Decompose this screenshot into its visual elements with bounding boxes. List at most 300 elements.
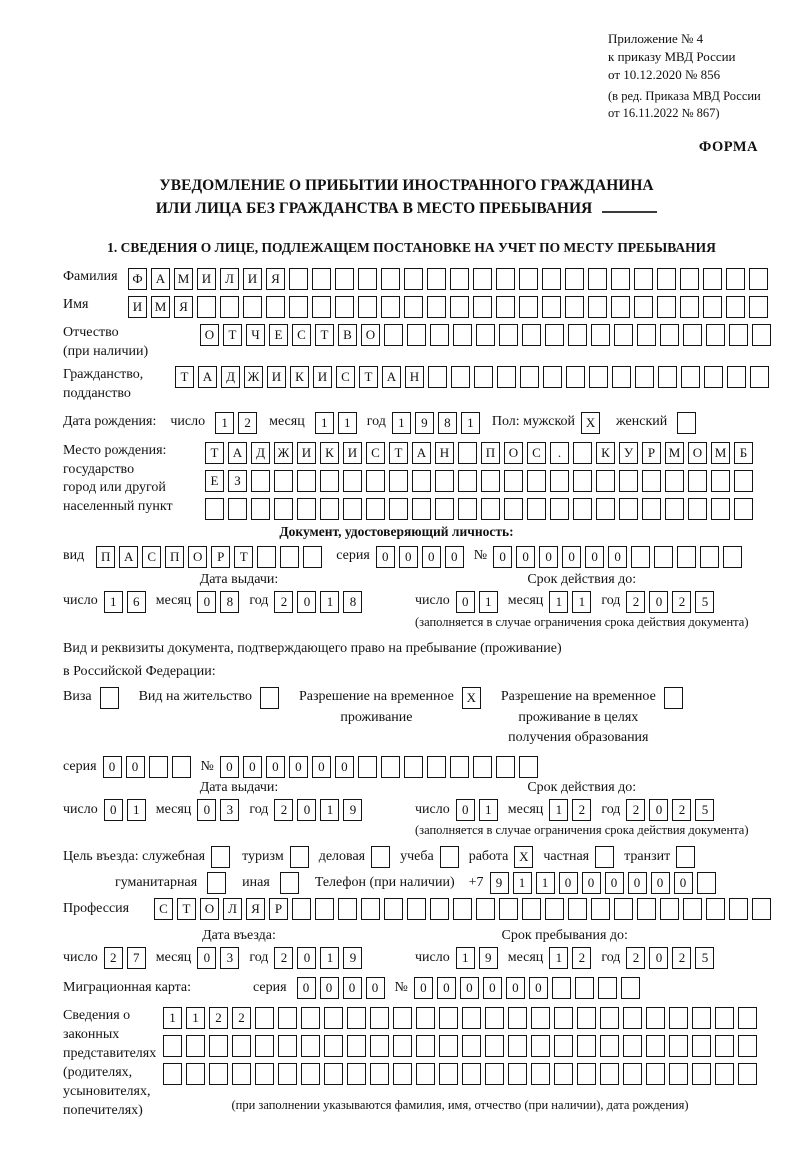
- char-cell[interactable]: [588, 296, 607, 318]
- char-cell[interactable]: [738, 1035, 757, 1057]
- char-cell[interactable]: 2: [274, 799, 293, 821]
- char-cell[interactable]: 1: [392, 412, 411, 434]
- char-cell[interactable]: Ф: [128, 268, 147, 290]
- char-cell[interactable]: [531, 1063, 550, 1085]
- char-cell[interactable]: В: [338, 324, 357, 346]
- char-cell[interactable]: [289, 296, 308, 318]
- char-cell[interactable]: 1: [549, 947, 568, 969]
- char-cell[interactable]: [347, 1063, 366, 1085]
- char-cell[interactable]: Ж: [274, 442, 293, 464]
- char-cell[interactable]: 1: [320, 799, 339, 821]
- char-cell[interactable]: [577, 1035, 596, 1057]
- char-cell[interactable]: [611, 296, 630, 318]
- char-cell[interactable]: [543, 366, 562, 388]
- char-cell[interactable]: Д: [221, 366, 240, 388]
- char-cell[interactable]: 0: [422, 546, 441, 568]
- char-cell[interactable]: [485, 1007, 504, 1029]
- char-cell[interactable]: И: [128, 296, 147, 318]
- char-cell[interactable]: X: [462, 687, 481, 709]
- char-cell[interactable]: [681, 366, 700, 388]
- char-cell[interactable]: [596, 470, 615, 492]
- char-cell[interactable]: [393, 1007, 412, 1029]
- char-cell[interactable]: Я: [266, 268, 285, 290]
- char-cell[interactable]: [568, 898, 587, 920]
- char-cell[interactable]: [738, 1063, 757, 1085]
- char-cell[interactable]: 6: [127, 591, 146, 613]
- char-cell[interactable]: [658, 366, 677, 388]
- char-cell[interactable]: [255, 1063, 274, 1085]
- char-cell[interactable]: [508, 1063, 527, 1085]
- char-cell[interactable]: [565, 296, 584, 318]
- char-cell[interactable]: [228, 498, 247, 520]
- char-cell[interactable]: 1: [572, 591, 591, 613]
- char-cell[interactable]: [384, 324, 403, 346]
- char-cell[interactable]: 1: [549, 799, 568, 821]
- char-cell[interactable]: [481, 498, 500, 520]
- char-cell[interactable]: 2: [232, 1007, 251, 1029]
- char-cell[interactable]: 0: [649, 591, 668, 613]
- char-cell[interactable]: [347, 1007, 366, 1029]
- char-cell[interactable]: [186, 1035, 205, 1057]
- char-cell[interactable]: 0: [312, 756, 331, 778]
- char-cell[interactable]: [485, 1035, 504, 1057]
- char-cell[interactable]: [389, 470, 408, 492]
- char-cell[interactable]: О: [504, 442, 523, 464]
- char-cell[interactable]: [404, 756, 423, 778]
- char-cell[interactable]: [255, 1035, 274, 1057]
- char-cell[interactable]: Т: [177, 898, 196, 920]
- char-cell[interactable]: [677, 546, 696, 568]
- char-cell[interactable]: [520, 366, 539, 388]
- char-cell[interactable]: [381, 268, 400, 290]
- char-cell[interactable]: [531, 1007, 550, 1029]
- char-cell[interactable]: 9: [490, 872, 509, 894]
- char-cell[interactable]: [660, 898, 679, 920]
- char-cell[interactable]: 0: [399, 546, 418, 568]
- char-cell[interactable]: 0: [460, 977, 479, 999]
- char-cell[interactable]: [163, 1063, 182, 1085]
- char-cell[interactable]: [458, 498, 477, 520]
- char-cell[interactable]: [440, 846, 459, 868]
- char-cell[interactable]: [573, 498, 592, 520]
- char-cell[interactable]: [715, 1035, 734, 1057]
- char-cell[interactable]: 0: [343, 977, 362, 999]
- char-cell[interactable]: 0: [456, 799, 475, 821]
- char-cell[interactable]: [274, 470, 293, 492]
- char-cell[interactable]: [255, 1007, 274, 1029]
- char-cell[interactable]: [623, 1007, 642, 1029]
- char-cell[interactable]: С: [366, 442, 385, 464]
- char-cell[interactable]: [600, 1007, 619, 1029]
- char-cell[interactable]: [519, 756, 538, 778]
- char-cell[interactable]: 0: [582, 872, 601, 894]
- char-cell[interactable]: [370, 1035, 389, 1057]
- char-cell[interactable]: [100, 687, 119, 709]
- char-cell[interactable]: 0: [456, 591, 475, 613]
- char-cell[interactable]: 9: [479, 947, 498, 969]
- char-cell[interactable]: [591, 898, 610, 920]
- char-cell[interactable]: [496, 756, 515, 778]
- char-cell[interactable]: [427, 756, 446, 778]
- char-cell[interactable]: Т: [315, 324, 334, 346]
- char-cell[interactable]: [573, 442, 592, 464]
- char-cell[interactable]: 3: [220, 947, 239, 969]
- char-cell[interactable]: 1: [536, 872, 555, 894]
- char-cell[interactable]: [370, 1007, 389, 1029]
- char-cell[interactable]: Р: [642, 442, 661, 464]
- char-cell[interactable]: [312, 296, 331, 318]
- char-cell[interactable]: [692, 1007, 711, 1029]
- char-cell[interactable]: [416, 1035, 435, 1057]
- char-cell[interactable]: Ж: [244, 366, 263, 388]
- char-cell[interactable]: [497, 366, 516, 388]
- char-cell[interactable]: [370, 1063, 389, 1085]
- char-cell[interactable]: [634, 296, 653, 318]
- char-cell[interactable]: [280, 872, 299, 894]
- char-cell[interactable]: [404, 296, 423, 318]
- char-cell[interactable]: [428, 366, 447, 388]
- char-cell[interactable]: [637, 898, 656, 920]
- char-cell[interactable]: И: [243, 268, 262, 290]
- char-cell[interactable]: [496, 296, 515, 318]
- char-cell[interactable]: О: [361, 324, 380, 346]
- char-cell[interactable]: [734, 498, 753, 520]
- char-cell[interactable]: 0: [126, 756, 145, 778]
- char-cell[interactable]: [706, 898, 725, 920]
- char-cell[interactable]: [430, 898, 449, 920]
- char-cell[interactable]: 0: [320, 977, 339, 999]
- char-cell[interactable]: Ч: [246, 324, 265, 346]
- char-cell[interactable]: 0: [674, 872, 693, 894]
- char-cell[interactable]: 1: [163, 1007, 182, 1029]
- char-cell[interactable]: [550, 470, 569, 492]
- char-cell[interactable]: Б: [734, 442, 753, 464]
- char-cell[interactable]: С: [336, 366, 355, 388]
- char-cell[interactable]: [450, 296, 469, 318]
- char-cell[interactable]: К: [320, 442, 339, 464]
- char-cell[interactable]: [577, 1063, 596, 1085]
- char-cell[interactable]: [727, 366, 746, 388]
- char-cell[interactable]: [726, 268, 745, 290]
- char-cell[interactable]: 9: [343, 799, 362, 821]
- char-cell[interactable]: [738, 1007, 757, 1029]
- char-cell[interactable]: [642, 470, 661, 492]
- char-cell[interactable]: [637, 324, 656, 346]
- char-cell[interactable]: М: [711, 442, 730, 464]
- char-cell[interactable]: [481, 470, 500, 492]
- char-cell[interactable]: [435, 470, 454, 492]
- char-cell[interactable]: [611, 268, 630, 290]
- char-cell[interactable]: 9: [343, 947, 362, 969]
- char-cell[interactable]: [642, 498, 661, 520]
- char-cell[interactable]: [278, 1063, 297, 1085]
- char-cell[interactable]: [665, 498, 684, 520]
- char-cell[interactable]: Т: [359, 366, 378, 388]
- char-cell[interactable]: П: [481, 442, 500, 464]
- char-cell[interactable]: 0: [376, 546, 395, 568]
- char-cell[interactable]: [393, 1035, 412, 1057]
- char-cell[interactable]: 0: [197, 947, 216, 969]
- char-cell[interactable]: [251, 498, 270, 520]
- char-cell[interactable]: [453, 324, 472, 346]
- char-cell[interactable]: 2: [274, 947, 293, 969]
- char-cell[interactable]: Я: [246, 898, 265, 920]
- char-cell[interactable]: [614, 898, 633, 920]
- char-cell[interactable]: К: [596, 442, 615, 464]
- char-cell[interactable]: [554, 1007, 573, 1029]
- char-cell[interactable]: [451, 366, 470, 388]
- char-cell[interactable]: 0: [628, 872, 647, 894]
- char-cell[interactable]: [729, 324, 748, 346]
- char-cell[interactable]: 0: [608, 546, 627, 568]
- char-cell[interactable]: 0: [297, 947, 316, 969]
- char-cell[interactable]: 0: [585, 546, 604, 568]
- char-cell[interactable]: [251, 470, 270, 492]
- char-cell[interactable]: [623, 1035, 642, 1057]
- char-cell[interactable]: [450, 268, 469, 290]
- char-cell[interactable]: [542, 296, 561, 318]
- char-cell[interactable]: [412, 470, 431, 492]
- char-cell[interactable]: [297, 498, 316, 520]
- char-cell[interactable]: [416, 1007, 435, 1029]
- char-cell[interactable]: [504, 498, 523, 520]
- char-cell[interactable]: Т: [223, 324, 242, 346]
- char-cell[interactable]: 8: [343, 591, 362, 613]
- char-cell[interactable]: [371, 846, 390, 868]
- char-cell[interactable]: 0: [104, 799, 123, 821]
- char-cell[interactable]: [527, 470, 546, 492]
- char-cell[interactable]: [278, 1007, 297, 1029]
- char-cell[interactable]: [335, 296, 354, 318]
- char-cell[interactable]: [315, 898, 334, 920]
- char-cell[interactable]: [697, 872, 716, 894]
- char-cell[interactable]: [462, 1035, 481, 1057]
- char-cell[interactable]: [407, 898, 426, 920]
- char-cell[interactable]: [621, 977, 640, 999]
- char-cell[interactable]: 1: [479, 799, 498, 821]
- char-cell[interactable]: [646, 1035, 665, 1057]
- char-cell[interactable]: [703, 268, 722, 290]
- char-cell[interactable]: [301, 1063, 320, 1085]
- char-cell[interactable]: [711, 498, 730, 520]
- char-cell[interactable]: 0: [197, 799, 216, 821]
- char-cell[interactable]: [631, 546, 650, 568]
- char-cell[interactable]: [595, 846, 614, 868]
- char-cell[interactable]: 2: [274, 591, 293, 613]
- char-cell[interactable]: 2: [572, 799, 591, 821]
- char-cell[interactable]: [358, 756, 377, 778]
- char-cell[interactable]: [542, 268, 561, 290]
- char-cell[interactable]: [358, 268, 377, 290]
- char-cell[interactable]: [646, 1063, 665, 1085]
- char-cell[interactable]: [163, 1035, 182, 1057]
- char-cell[interactable]: А: [228, 442, 247, 464]
- char-cell[interactable]: Е: [269, 324, 288, 346]
- char-cell[interactable]: О: [200, 898, 219, 920]
- char-cell[interactable]: [297, 470, 316, 492]
- char-cell[interactable]: [527, 498, 546, 520]
- char-cell[interactable]: [680, 268, 699, 290]
- char-cell[interactable]: [589, 366, 608, 388]
- char-cell[interactable]: 1: [320, 591, 339, 613]
- char-cell[interactable]: [734, 470, 753, 492]
- char-cell[interactable]: И: [197, 268, 216, 290]
- char-cell[interactable]: [552, 977, 571, 999]
- char-cell[interactable]: 0: [366, 977, 385, 999]
- char-cell[interactable]: [591, 324, 610, 346]
- char-cell[interactable]: 8: [220, 591, 239, 613]
- char-cell[interactable]: [232, 1063, 251, 1085]
- char-cell[interactable]: 0: [506, 977, 525, 999]
- char-cell[interactable]: [550, 498, 569, 520]
- char-cell[interactable]: 0: [266, 756, 285, 778]
- char-cell[interactable]: Т: [234, 546, 253, 568]
- char-cell[interactable]: [711, 470, 730, 492]
- char-cell[interactable]: [450, 756, 469, 778]
- char-cell[interactable]: 8: [438, 412, 457, 434]
- char-cell[interactable]: [474, 366, 493, 388]
- char-cell[interactable]: 1: [320, 947, 339, 969]
- char-cell[interactable]: [485, 1063, 504, 1085]
- char-cell[interactable]: 0: [297, 799, 316, 821]
- char-cell[interactable]: [266, 296, 285, 318]
- char-cell[interactable]: [508, 1035, 527, 1057]
- char-cell[interactable]: [289, 268, 308, 290]
- char-cell[interactable]: Д: [251, 442, 270, 464]
- char-cell[interactable]: 1: [461, 412, 480, 434]
- char-cell[interactable]: [664, 687, 683, 709]
- char-cell[interactable]: [149, 756, 168, 778]
- char-cell[interactable]: [723, 546, 742, 568]
- char-cell[interactable]: [575, 977, 594, 999]
- char-cell[interactable]: [614, 324, 633, 346]
- char-cell[interactable]: 1: [513, 872, 532, 894]
- char-cell[interactable]: X: [514, 846, 533, 868]
- char-cell[interactable]: [435, 498, 454, 520]
- char-cell[interactable]: О: [188, 546, 207, 568]
- char-cell[interactable]: [554, 1063, 573, 1085]
- char-cell[interactable]: [290, 846, 309, 868]
- char-cell[interactable]: 0: [414, 977, 433, 999]
- char-cell[interactable]: И: [313, 366, 332, 388]
- char-cell[interactable]: 0: [559, 872, 578, 894]
- char-cell[interactable]: [677, 412, 696, 434]
- char-cell[interactable]: [453, 898, 472, 920]
- char-cell[interactable]: [688, 470, 707, 492]
- char-cell[interactable]: [243, 296, 262, 318]
- char-cell[interactable]: 0: [197, 591, 216, 613]
- char-cell[interactable]: [596, 498, 615, 520]
- char-cell[interactable]: 1: [215, 412, 234, 434]
- char-cell[interactable]: [577, 1007, 596, 1029]
- char-cell[interactable]: [657, 296, 676, 318]
- char-cell[interactable]: 0: [335, 756, 354, 778]
- char-cell[interactable]: [752, 898, 771, 920]
- char-cell[interactable]: М: [665, 442, 684, 464]
- char-cell[interactable]: 1: [479, 591, 498, 613]
- char-cell[interactable]: 1: [315, 412, 334, 434]
- char-cell[interactable]: [600, 1035, 619, 1057]
- char-cell[interactable]: А: [198, 366, 217, 388]
- char-cell[interactable]: [260, 687, 279, 709]
- char-cell[interactable]: [211, 846, 230, 868]
- char-cell[interactable]: [186, 1063, 205, 1085]
- char-cell[interactable]: [600, 1063, 619, 1085]
- char-cell[interactable]: [384, 898, 403, 920]
- char-cell[interactable]: [669, 1063, 688, 1085]
- char-cell[interactable]: [703, 296, 722, 318]
- char-cell[interactable]: .: [550, 442, 569, 464]
- char-cell[interactable]: 7: [127, 947, 146, 969]
- char-cell[interactable]: [531, 1035, 550, 1057]
- char-cell[interactable]: 0: [493, 546, 512, 568]
- char-cell[interactable]: 0: [103, 756, 122, 778]
- char-cell[interactable]: [508, 1007, 527, 1029]
- char-cell[interactable]: 5: [695, 591, 714, 613]
- char-cell[interactable]: [274, 498, 293, 520]
- char-cell[interactable]: [361, 898, 380, 920]
- char-cell[interactable]: [619, 470, 638, 492]
- char-cell[interactable]: [292, 898, 311, 920]
- char-cell[interactable]: [612, 366, 631, 388]
- char-cell[interactable]: 2: [209, 1007, 228, 1029]
- char-cell[interactable]: [545, 898, 564, 920]
- char-cell[interactable]: [207, 872, 226, 894]
- char-cell[interactable]: [324, 1035, 343, 1057]
- char-cell[interactable]: [280, 546, 299, 568]
- char-cell[interactable]: [209, 1035, 228, 1057]
- char-cell[interactable]: [381, 296, 400, 318]
- char-cell[interactable]: 0: [649, 947, 668, 969]
- char-cell[interactable]: Л: [223, 898, 242, 920]
- char-cell[interactable]: [665, 470, 684, 492]
- char-cell[interactable]: [519, 268, 538, 290]
- char-cell[interactable]: [749, 296, 768, 318]
- char-cell[interactable]: Т: [389, 442, 408, 464]
- char-cell[interactable]: 2: [672, 799, 691, 821]
- char-cell[interactable]: [676, 846, 695, 868]
- char-cell[interactable]: [715, 1007, 734, 1029]
- char-cell[interactable]: [366, 470, 385, 492]
- char-cell[interactable]: [499, 898, 518, 920]
- char-cell[interactable]: [669, 1035, 688, 1057]
- char-cell[interactable]: [688, 498, 707, 520]
- page-number-blank[interactable]: [602, 200, 657, 213]
- char-cell[interactable]: [343, 470, 362, 492]
- char-cell[interactable]: [412, 498, 431, 520]
- char-cell[interactable]: С: [292, 324, 311, 346]
- char-cell[interactable]: Л: [220, 268, 239, 290]
- char-cell[interactable]: [683, 898, 702, 920]
- char-cell[interactable]: 2: [626, 947, 645, 969]
- char-cell[interactable]: [623, 1063, 642, 1085]
- char-cell[interactable]: [473, 756, 492, 778]
- char-cell[interactable]: [439, 1035, 458, 1057]
- char-cell[interactable]: 0: [220, 756, 239, 778]
- char-cell[interactable]: [404, 268, 423, 290]
- char-cell[interactable]: Т: [205, 442, 224, 464]
- char-cell[interactable]: [598, 977, 617, 999]
- char-cell[interactable]: И: [343, 442, 362, 464]
- char-cell[interactable]: 0: [437, 977, 456, 999]
- char-cell[interactable]: [427, 296, 446, 318]
- char-cell[interactable]: С: [142, 546, 161, 568]
- char-cell[interactable]: [278, 1035, 297, 1057]
- char-cell[interactable]: [635, 366, 654, 388]
- char-cell[interactable]: А: [119, 546, 138, 568]
- char-cell[interactable]: [634, 268, 653, 290]
- char-cell[interactable]: 1: [456, 947, 475, 969]
